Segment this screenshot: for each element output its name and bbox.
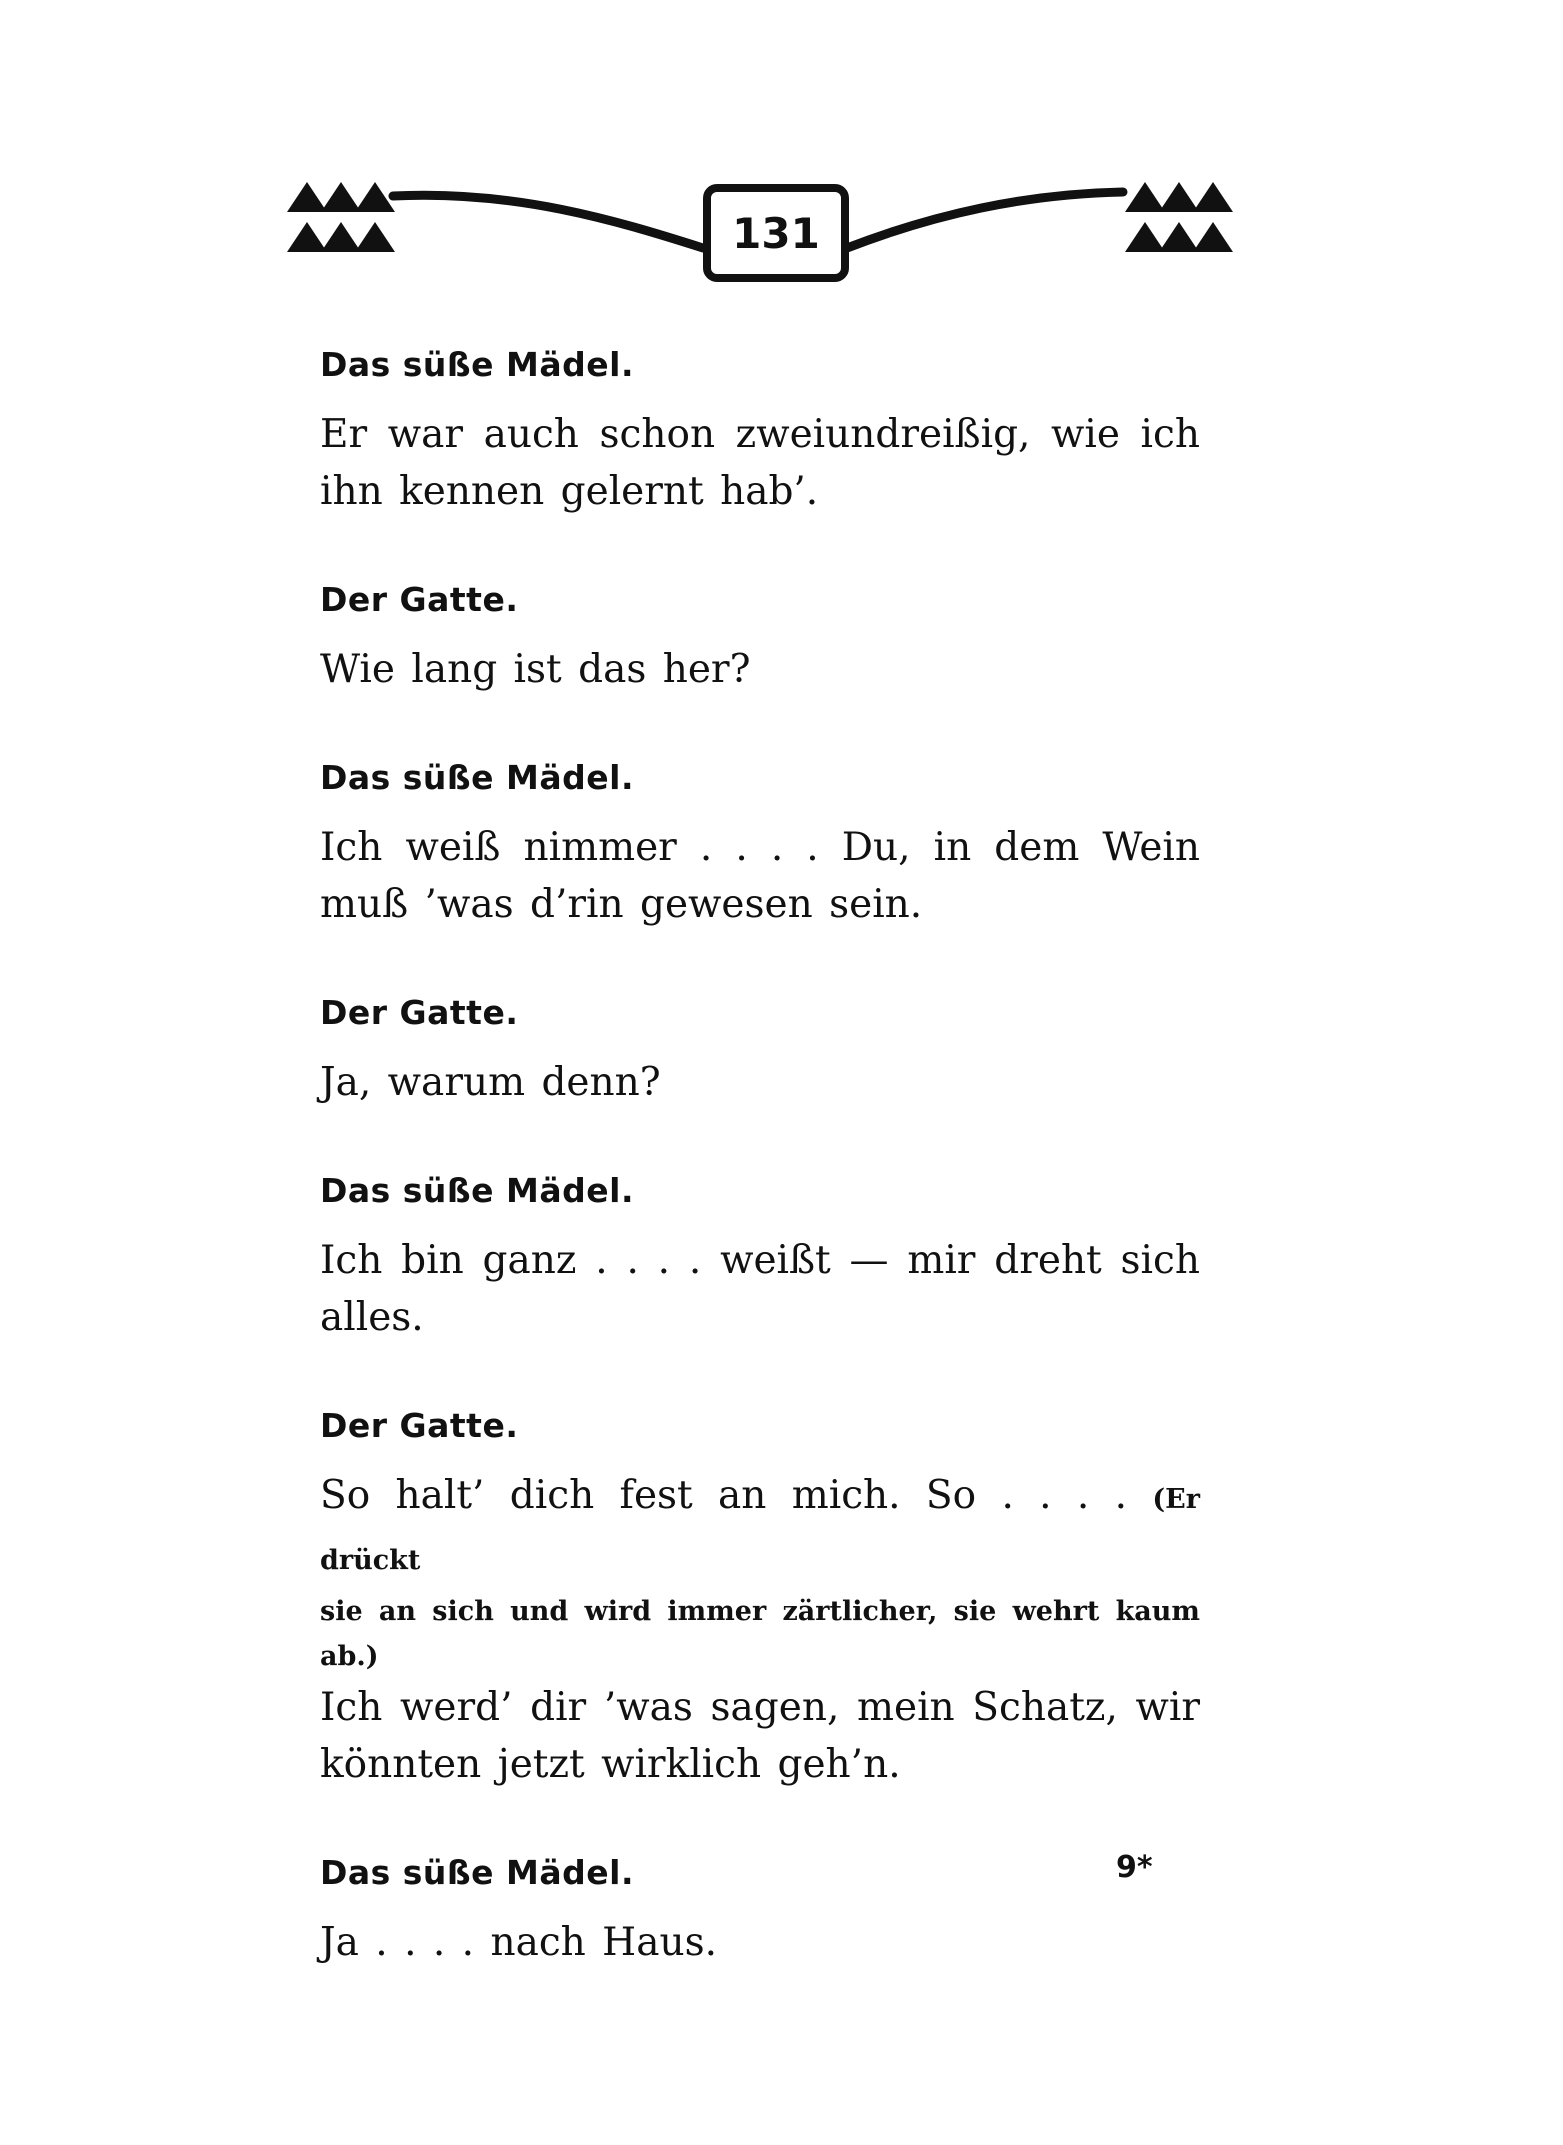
- speaker-label: Das süße Mädel.: [320, 758, 634, 797]
- right-triangle-ornament-icon: [1125, 182, 1233, 252]
- dialogue-block: [320, 1853, 1200, 1971]
- dialogue-line: Er war auch schon zweiundreißig, wie ich ihn kennen gelernt hab’.: [320, 412, 1200, 514]
- stage-direction-end: sie an sich und wird immer zärtlicher, sie wehrt kaum ab.): [320, 1596, 1200, 1672]
- speaker-label: Der Gatte.: [320, 580, 519, 619]
- dialogue-text-after: Ich werd’ dir ’was sagen, mein Schatz, wir könnten jetzt wirklich geh’n.: [320, 1685, 1200, 1787]
- speaker-label: Der Gatte.: [320, 993, 519, 1032]
- dialogue-block: [320, 580, 1200, 698]
- signature-mark: 9*: [1116, 1850, 1153, 1885]
- page-header: [285, 170, 1245, 290]
- dialogue-text-before: So halt’ dich fest an mich. So . . . .: [320, 1473, 1128, 1518]
- dialogue-block: [320, 993, 1200, 1111]
- dialogue-line: Ich bin ganz . . . . weißt — mir dreht sich alles.: [320, 1238, 1200, 1340]
- page-number: 131: [732, 209, 820, 258]
- dialogue-line: Ich weiß nimmer . . . . Du, in dem Wein muß ’was d’rin gewesen sein.: [320, 825, 1200, 927]
- dialogue-block: [320, 1406, 1200, 1793]
- stage-direction-start: (Er drückt: [320, 1484, 1200, 1576]
- left-swoosh-line: [393, 195, 703, 248]
- dialogue-line: [320, 1467, 1200, 1793]
- speaker-label: Das süße Mädel.: [320, 1853, 634, 1892]
- speaker-label: Das süße Mädel.: [320, 345, 634, 384]
- dialogue-text: [320, 345, 1200, 2031]
- dialogue-line: Wie lang ist das her?: [320, 647, 751, 692]
- dialogue-block: [320, 345, 1200, 520]
- dialogue-line: Ja . . . . nach Haus.: [320, 1920, 717, 1965]
- right-swoosh-line: [847, 192, 1123, 248]
- ornament-header: [285, 170, 1245, 290]
- speaker-label: Das süße Mädel.: [320, 1171, 634, 1210]
- dialogue-line: Ja, warum denn?: [320, 1060, 661, 1105]
- speaker-label: Der Gatte.: [320, 1406, 519, 1445]
- left-triangle-ornament-icon: [287, 182, 395, 252]
- dialogue-block: [320, 758, 1200, 933]
- dialogue-block: [320, 1171, 1200, 1346]
